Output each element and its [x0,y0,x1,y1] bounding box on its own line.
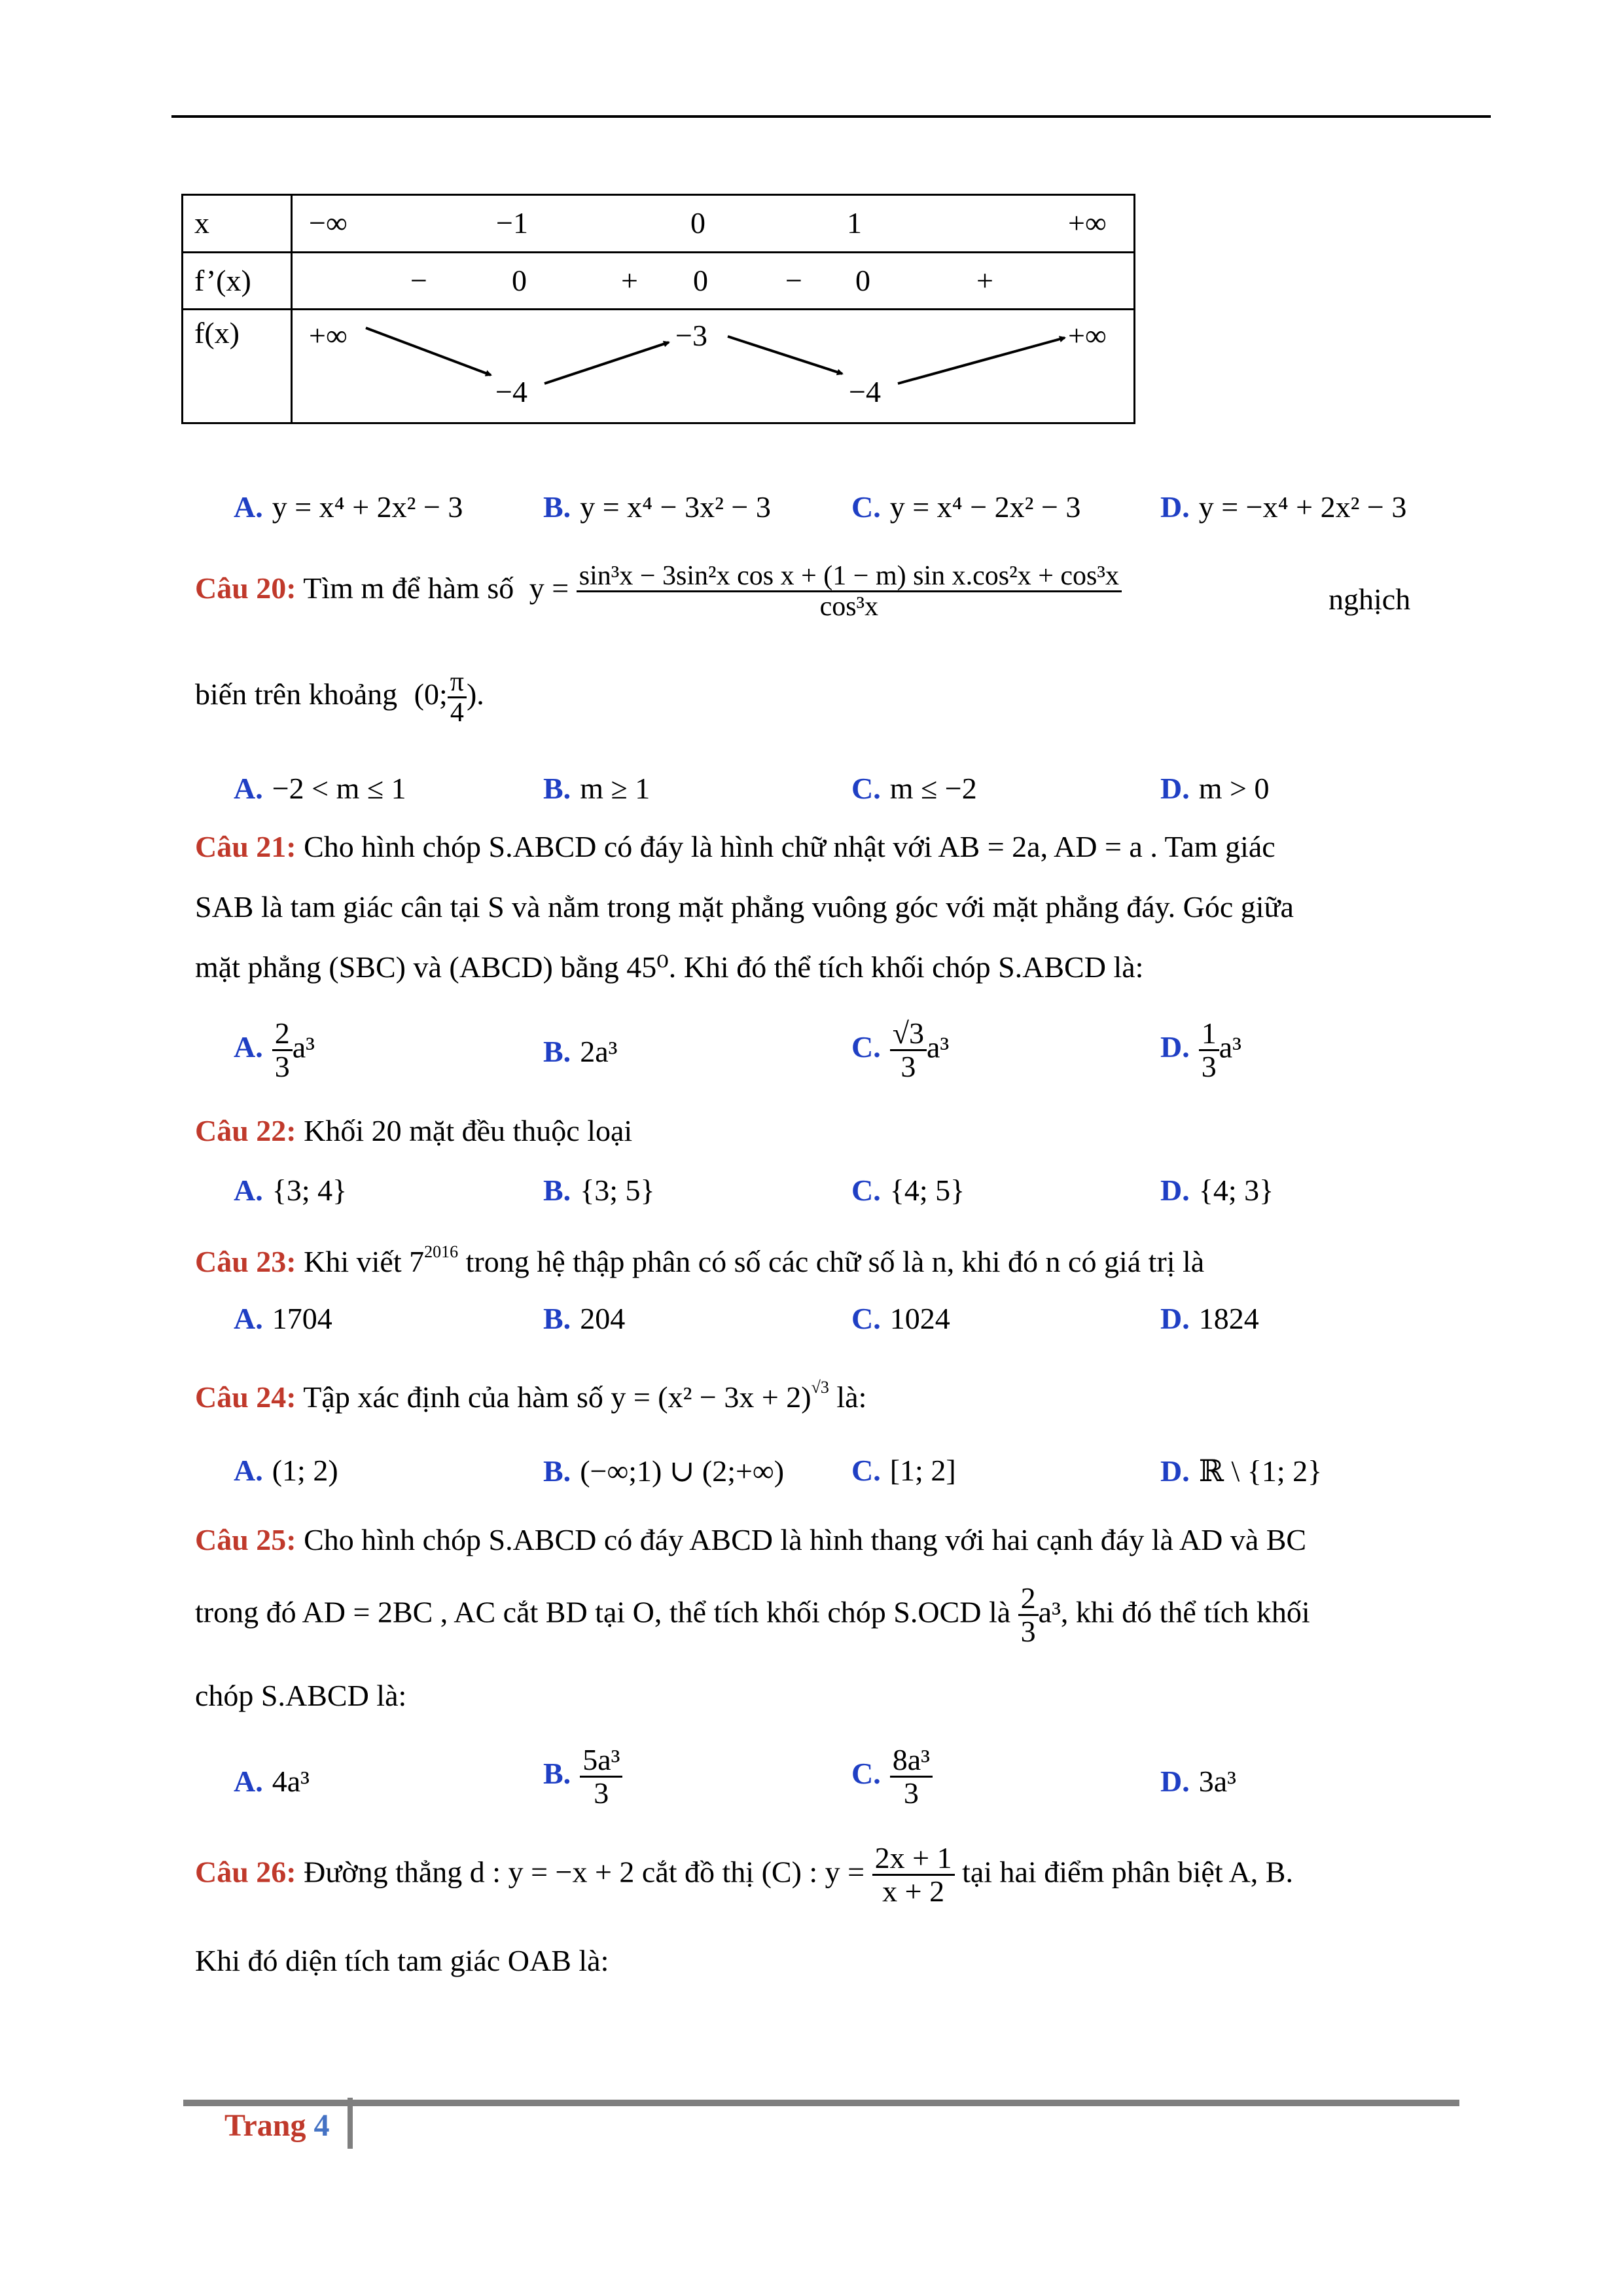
variation-arrows [181,194,1135,424]
q24-option-a[interactable]: A. (1; 2) [234,1454,338,1487]
table-x-c3: 0 [690,206,705,240]
table-fp-z1: 0 [512,264,527,297]
q26-line1: Câu 26: Đường thẳng d : y = −x + 2 cắt đồ thị (C) : y = $\frac{2x + 1}{x + 2}$ tại hai điểm phân biệt A, B. [195,1841,1293,1909]
variation-table [181,194,1135,424]
arrow-down-2 [728,336,842,374]
q21-line1: Câu 21: Cho hình chóp S.ABCD có đáy là hình chữ nhật với AB = 2a, AD = a . Tam giác [195,830,1275,863]
q23-option-d[interactable]: D. 1824 [1160,1302,1259,1335]
q22-line: Câu 22: Khối 20 mặt đều thuộc loại [195,1114,633,1147]
q23-option-b[interactable]: B. 204 [543,1302,626,1335]
q20-option-c[interactable]: C. m ≤ −2 [851,772,977,805]
q25-option-a[interactable]: A. 4a³ [234,1765,310,1798]
q25-head: Câu 25: [195,1523,296,1556]
q22-head: Câu 22: [195,1114,296,1147]
table-f-v5: +∞ [1068,319,1107,352]
q25-option-d[interactable]: D. 3a³ [1160,1765,1236,1798]
q26-head: Câu 26: [195,1855,296,1889]
table-fp-z3: 0 [855,264,870,297]
q25-line2: trong đó AD = 2BC , AC cắt BD tại O, thể tích khối chóp S.OCD là $\frac{2}{3}$ a³, khi đó thể tích khối [195,1581,1310,1649]
q25-option-c[interactable]: C. $\frac{\text{8a³}}{3}$ [851,1744,933,1810]
q20-head: Câu 20: [195,571,296,605]
q20-option-a[interactable]: A. −2 < m ≤ 1 [234,772,406,805]
q21-line3: mặt phẳng (SBC) và (ABCD) bằng 45⁰. Khi đó thể tích khối chóp S.ABCD là: [195,950,1144,984]
q21-option-a[interactable]: A. $\frac{2}{3}$ a³ [234,1016,315,1084]
q19-option-b[interactable]: B. y = x⁴ − 3x² − 3 [543,490,771,524]
arrow-up-1 [544,342,669,384]
q19-option-a[interactable]: A. y = x⁴ + 2x² − 3 [234,490,463,524]
q19-option-d[interactable]: D. y = −x⁴ + 2x² − 3 [1160,490,1407,524]
page-number: 4 [313,2108,330,2143]
q24-option-c[interactable]: C. [1; 2] [851,1454,956,1487]
table-x-c5: +∞ [1068,206,1107,240]
q23-option-a[interactable]: A. 1704 [234,1302,332,1335]
q25-option-b[interactable]: B. $\frac{\text{5a³}}{3}$ [543,1744,622,1810]
q25-line3: chóp S.ABCD là: [195,1679,407,1712]
footer-rule [183,2100,1459,2106]
footer-divider [348,2098,353,2149]
q23-line: Câu 23: Khi viết $7^{2016}$ trong hệ thập phân có số các chữ số là n, khi đó n có giá trị là [195,1242,1205,1278]
table-f-v2: −4 [495,375,527,408]
table-x-label: x [194,206,209,240]
arrow-down-1 [366,328,491,375]
table-x-c4: 1 [847,206,862,240]
q20-option-d[interactable]: D. m > 0 [1160,772,1270,805]
q20-option-b[interactable]: B. m ≥ 1 [543,772,651,805]
q22-option-a[interactable]: A. {3; 4} [234,1174,348,1207]
q24-head: Câu 24: [195,1380,296,1414]
table-x-c2: −1 [496,206,528,240]
q23-option-c[interactable]: C. 1024 [851,1302,950,1335]
table-fp-label: f’(x) [194,264,251,297]
table-fp-s1: − [410,264,427,297]
q22-option-c[interactable]: C. {4; 5} [851,1174,965,1207]
page-footer: Trang 4 [224,2108,330,2143]
q20-line1: Câu 20: Tìm m để hàm số y = $\frac{\text{sin³x − 3sin²x cos x + (1 − m) sin x.cos²x + cos³x}}{\text{cos³x}}$ [195,562,1122,621]
q20-line2: biến trên khoảng (0; $\frac{\pi}{4}$ ). [195,667,484,728]
q23-head: Câu 23: [195,1245,296,1278]
table-fp-s2: + [621,264,638,297]
q24-option-b[interactable]: B. (−∞;1) ∪ (2;+∞) [543,1454,785,1488]
q25-line1: Câu 25: Cho hình chóp S.ABCD có đáy ABCD là hình thang với hai cạnh đáy là AD và BC [195,1523,1307,1556]
table-fp-z2: 0 [693,264,708,297]
q24-line: Câu 24: Tập xác định của hàm số $y = (x^2 - 3x + 2)^{√3}$ là: [195,1378,867,1414]
table-f-v4: −4 [849,375,881,408]
q21-head: Câu 21: [195,830,296,863]
table-f-label: f(x) [194,316,240,350]
q19-option-c[interactable]: C. y = x⁴ − 2x² − 3 [851,490,1081,524]
q22-option-d[interactable]: D. {4; 3} [1160,1174,1274,1207]
table-x-c1: −∞ [309,206,348,240]
q26-line2: Khi đó diện tích tam giác OAB là: [195,1944,609,1977]
table-f-v1: +∞ [309,319,348,352]
q20-tail: nghịch [1329,583,1411,616]
table-fp-s3: − [785,264,802,297]
q21-option-d[interactable]: D. $\frac{1}{3}$ a³ [1160,1016,1241,1084]
q20-fraction: $\frac{\text{sin³x − 3sin²x cos x + (1 − m) sin x.cos²x + cos³x}}{\text{cos³x}}$ [577,562,1122,621]
header-rule [171,115,1491,118]
q21-line2: SAB là tam giác cân tại S và nằm trong mặt phẳng vuông góc với mặt phẳng đáy. Góc giữa [195,890,1294,924]
table-fp-s4: + [976,264,993,297]
q22-option-b[interactable]: B. {3; 5} [543,1174,655,1207]
table-f-v3: −3 [675,319,707,352]
q24-option-d[interactable]: D. ℝ \ {1; 2} [1160,1454,1323,1488]
arrow-up-2 [898,338,1065,384]
q21-option-b[interactable]: B. 2a³ [543,1035,618,1068]
q21-option-c[interactable]: C. $\frac{√3}{3}$ a³ [851,1016,950,1084]
